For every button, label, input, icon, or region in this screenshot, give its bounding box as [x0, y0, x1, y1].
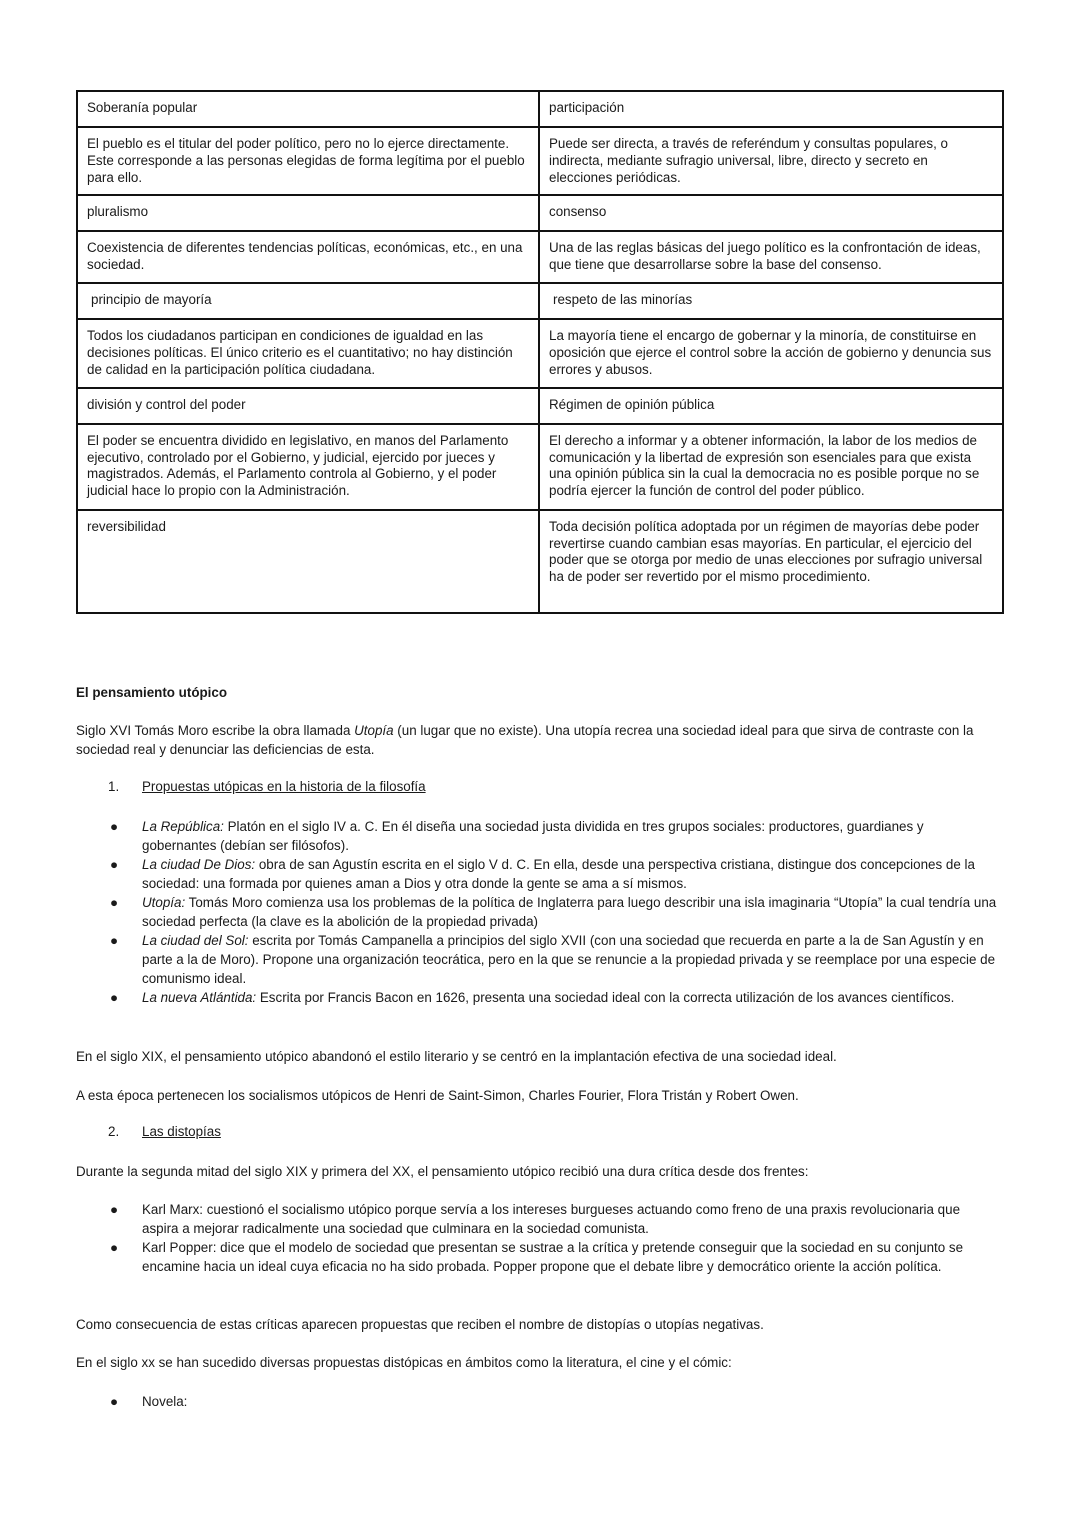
- cell-text: respeto de las minorías: [553, 292, 693, 308]
- table-cell: La mayoría tiene el encargo de gobernar y la minoría, de constituirse en oposición que ejerce el control sobre la acción de gobierno y denuncia sus errores y abusos.: [539, 319, 1003, 387]
- intro-paragraph: [76, 721, 1006, 759]
- table-row: [77, 231, 1003, 283]
- table-cell: Toda decisión política adoptada por un régimen de mayorías debe poder revertirse cuando cambian esas mayorías. En particular, el ejercicio del poder que se otorga por medio de unas elecciones por sufragio universal ha de poder ser revertido por el mismo procedimiento.: [539, 510, 1003, 613]
- cell-text: principio de mayoría: [91, 292, 212, 308]
- table-cell: participación: [539, 91, 1003, 127]
- table-cell: Régimen de opinión pública: [539, 388, 1003, 424]
- bullet-icon: ●: [110, 1202, 119, 1217]
- table-cell: Una de las reglas básicas del juego político es la confrontación de ideas, que tiene que desarrollarse sobre la base del consenso.: [539, 231, 1003, 283]
- table-row: [77, 510, 1003, 613]
- table-cell: [77, 283, 539, 319]
- bullet-icon: ●: [110, 933, 119, 948]
- table-row: [77, 424, 1003, 510]
- bullet-icon: ●: [110, 895, 119, 910]
- list-item: [110, 1238, 1000, 1276]
- item-text: Novela:: [142, 1394, 188, 1409]
- table-cell: El pueblo es el titular del poder político, pero no lo ejerce directamente. Este corresponde a las personas elegidas de forma legítima por el pueblo para ello.: [77, 127, 539, 195]
- list-item: [110, 1392, 1000, 1411]
- item-text: Tomás Moro comienza usa los problemas de la política de Inglaterra para luego describir una isla imaginaria “Utopía” la cual tendría una sociedad perfecta (la clave es la abolición de la propiedad privada): [142, 895, 997, 929]
- critics-list: [110, 1200, 1000, 1276]
- section-title: El pensamiento utópico: [76, 685, 228, 700]
- paragraph: En el siglo xx se han sucedido diversas propuestas distópicas en ámbitos como la literatura, el cine y el cómic:: [76, 1355, 732, 1370]
- list-item: [110, 931, 1000, 988]
- table-row: [77, 319, 1003, 387]
- list-number: 1.: [108, 779, 120, 794]
- subsection-title: Propuestas utópicas en la historia de la filosofía: [142, 779, 426, 794]
- bullet-icon: ●: [110, 1394, 119, 1409]
- item-text: escrita por Tomás Campanella a principios del siglo XVII (con una sociedad que recuerda en parte a la de San Agustín y en parte a la de Moro). Propone una organización teocrática, pero en la que se renuncie a la propiedad privada y se reemplace por una especie de comunismo ideal.: [142, 933, 996, 986]
- table-cell: consenso: [539, 195, 1003, 231]
- item-title: La ciudad De Dios:: [142, 857, 256, 872]
- item-text: Karl Marx: cuestionó el socialismo utópico porque servía a los intereses burgueses actuando como freno de una praxis revolucionaria que aspira a mejorar radicalmente una sociedad que culminara en la sociedad comunista.: [142, 1202, 961, 1236]
- item-title: La República:: [142, 819, 224, 834]
- table-row: [77, 91, 1003, 127]
- table-cell: división y control del poder: [77, 388, 539, 424]
- item-title: La nueva Atlántida:: [142, 990, 257, 1005]
- democracy-principles-table: [76, 90, 1004, 614]
- paragraph: Como consecuencia de estas críticas aparecen propuestas que reciben el nombre de distopías o utopías negativas.: [76, 1317, 764, 1332]
- list-item: [110, 893, 1000, 931]
- table-row: [77, 195, 1003, 231]
- table-row: [77, 283, 1003, 319]
- bullet-icon: ●: [110, 857, 119, 872]
- table-cell: [539, 283, 1003, 319]
- table-cell: reversibilidad: [77, 510, 539, 613]
- paragraph: A esta época pertenecen los socialismos utópicos de Henri de Saint-Simon, Charles Fourier, Flora Tristán y Robert Owen.: [76, 1088, 799, 1103]
- list-number: 2.: [108, 1124, 120, 1139]
- paragraph: Durante la segunda mitad del siglo XIX y primera del XX, el pensamiento utópico recibió una dura crítica desde dos frentes:: [76, 1164, 809, 1179]
- bullet-icon: ●: [110, 819, 119, 834]
- bullet-icon: ●: [110, 1240, 119, 1255]
- table-cell: El derecho a informar y a obtener información, la labor de los medios de comunicación y la libertad de expresión son esenciales para que exista una opinión pública sin la cual la democracia no es posible porque no se podría ejercer la función de control del poder público.: [539, 424, 1003, 510]
- item-text: obra de san Agustín escrita en el siglo V d. C. En ella, desde una perspectiva cristiana, distingue dos concepciones de la sociedad: una formada por quienes aman a Dios y otra donde la gente se ama a sí mismos.: [142, 857, 975, 891]
- table-cell: Todos los ciudadanos participan en condiciones de igualdad en las decisiones políticas. El único criterio es el cuantitativo; no hay distinción de calidad en la participación política ciudadana.: [77, 319, 539, 387]
- dystopia-list: [110, 1392, 1000, 1411]
- list-item: [110, 988, 1000, 1007]
- table-row: [77, 388, 1003, 424]
- item-text: Platón en el siglo IV a. C. En él diseña una sociedad justa dividida en tres grupos sociales: productores, guardianes y gobernantes (debían ser filósofos).: [142, 819, 924, 853]
- intro-italic: Utopía: [354, 723, 394, 738]
- list-item: [110, 817, 1000, 855]
- table-cell: Soberanía popular: [77, 91, 539, 127]
- intro-text-b: (un lugar que no existe). Una utopía recrea una sociedad ideal para que sirva de contraste con la sociedad real y denunciar las deficiencias de esta.: [76, 723, 974, 757]
- item-text: Karl Popper: dice que el modelo de sociedad que presentan se sustrae a la crítica y pretende conseguir que la sociedad en su conjunto se encamine hacia un ideal cuya eficacia no ha sido probada. Popper propone que el debate libre y democrático oriente la acción política.: [142, 1240, 964, 1274]
- bullet-icon: ●: [110, 990, 119, 1005]
- item-title: Utopía:: [142, 895, 186, 910]
- item-text: Escrita por Francis Bacon en 1626, presenta una sociedad ideal con la correcta utilización de los avances científicos.: [256, 990, 955, 1005]
- intro-text-a: Siglo XVI Tomás Moro escribe la obra llamada: [76, 723, 355, 738]
- table-cell: pluralismo: [77, 195, 539, 231]
- subsection-title: Las distopías: [142, 1124, 221, 1139]
- table-row: [77, 127, 1003, 195]
- item-title: La ciudad del Sol:: [142, 933, 249, 948]
- paragraph: En el siglo XIX, el pensamiento utópico abandonó el estilo literario y se centró en la implantación efectiva de una sociedad ideal.: [76, 1049, 837, 1064]
- table-cell: El poder se encuentra dividido en legislativo, en manos del Parlamento ejecutivo, controlado por el Gobierno, y judicial, ejercido por jueces y magistrados. Además, el Parlamento controla al Gobierno, y el poder judicial hace lo propio con la Administración.: [77, 424, 539, 510]
- list-item: [110, 855, 1000, 893]
- utopias-list: [110, 817, 1000, 1007]
- table-cell: Puede ser directa, a través de referéndum y consultas populares, o indirecta, mediante sufragio universal, libre, directo y secreto en elecciones periódicas.: [539, 127, 1003, 195]
- table-cell: Coexistencia de diferentes tendencias políticas, económicas, etc., en una sociedad.: [77, 231, 539, 283]
- list-item: [110, 1200, 1000, 1238]
